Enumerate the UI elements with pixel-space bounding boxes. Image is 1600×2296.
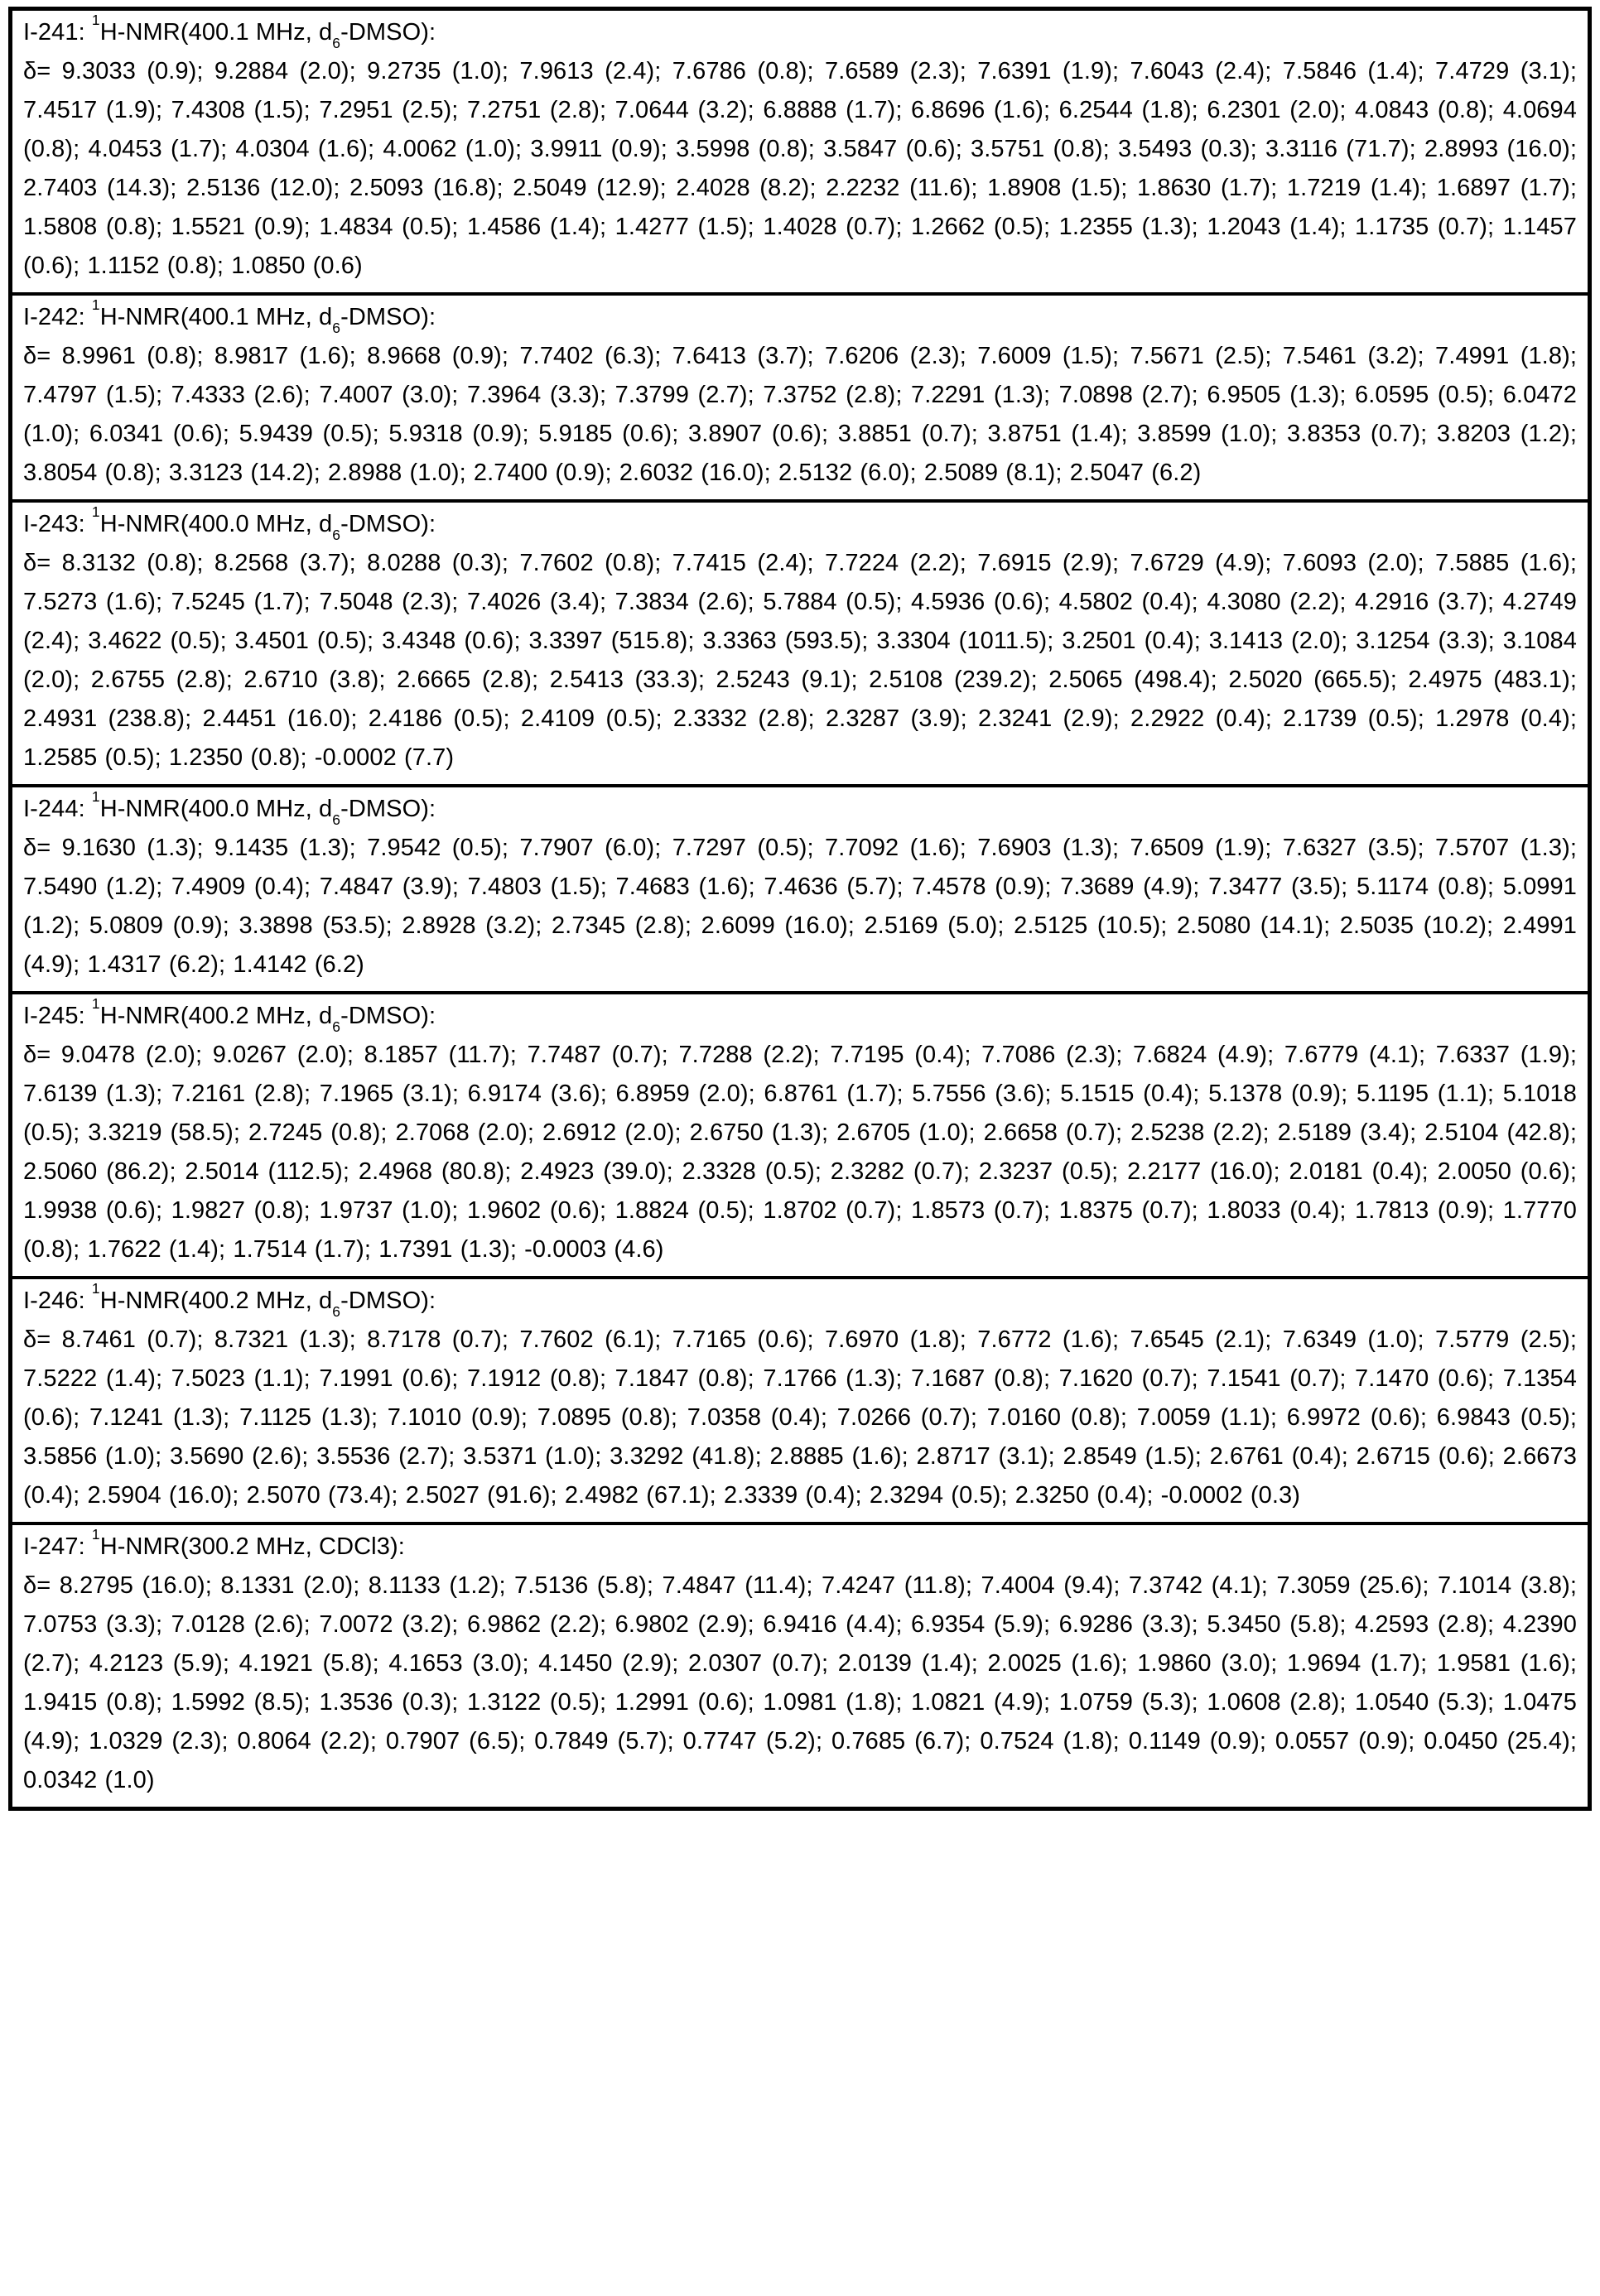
solvent-subscript: 6 xyxy=(332,811,341,828)
compound-id: I-247: xyxy=(23,1533,92,1560)
method-text: H-NMR(400.0 MHz, d xyxy=(99,796,333,822)
entry-header xyxy=(23,1525,1577,1567)
shift-list: δ= 8.7461 (0.7); 8.7321 (1.3); 8.7178 (0.7); 7.7602 (6.1); 7.7165 (0.6); 7.6970 (1.8); 7.6772 (1.6); 7.6545 (2.1); 7.6349 (1.0); 7.5779 (2.5); 7.5222 (1.4); 7.5023 (1.1); 7.1991 (0.6); 7.1912 (0.8); 7.1847 (0.8); 7.1766 (1.3); 7.1687 (0.8); 7.1620 (0.7); 7.1541 (0.7); 7.1470 (0.6); 7.1354 (0.6); 7.1241 (1.3); 7.1125 (1.3); 7.1010 (0.9); 7.0895 (0.8); 7.0358 (0.4); 7.0266 (0.7); 7.0160 (0.8); 7.0059 (1.1); 6.9972 (0.6); 6.9843 (0.5); 3.5856 (1.0); 3.5690 (2.6); 3.5536 (2.7); 3.5371 (1.0); 3.3292 (41.8); 2.8885 (1.6); 2.8717 (3.1); 2.8549 (1.5); 2.6761 (0.4); 2.6715 (0.6); 2.6673 (0.4); 2.5904 (16.0); 2.5070 (73.4); 2.5027 (91.6); 2.4982 (67.1); 2.3339 (0.4); 2.3294 (0.5); 2.3250 (0.4); -0.0002 (0.3) xyxy=(23,1326,1577,1509)
entry-header xyxy=(23,787,1577,829)
compound-id: I-241: xyxy=(23,19,92,46)
solvent-suffix: -DMSO): xyxy=(340,511,436,537)
nmr-entry xyxy=(12,11,1588,292)
nmr-entry xyxy=(12,1522,1588,1807)
nmr-entry xyxy=(12,1276,1588,1522)
nmr-entry xyxy=(12,499,1588,784)
compound-id: I-244: xyxy=(23,796,92,822)
method-text: H-NMR(400.1 MHz, d xyxy=(99,19,333,46)
entry-header xyxy=(23,1279,1577,1321)
nmr-entry xyxy=(12,292,1588,499)
solvent-suffix: -DMSO): xyxy=(340,19,436,46)
solvent-suffix: -DMSO): xyxy=(340,1003,436,1029)
nucleus-superscript: 1 xyxy=(91,11,100,28)
solvent-subscript: 6 xyxy=(332,1018,341,1035)
entry-header xyxy=(23,994,1577,1036)
entry-header xyxy=(23,505,1577,544)
shift-list: δ= 8.9961 (0.8); 8.9817 (1.6); 8.9668 (0.9); 7.7402 (6.3); 7.6413 (3.7); 7.6206 (2.3); 7.6009 (1.5); 7.5671 (2.5); 7.5461 (3.2); 7.4991 (1.8); 7.4797 (1.5); 7.4333 (2.6); 7.4007 (3.0); 7.3964 (3.3); 7.3799 (2.7); 7.3752 (2.8); 7.2291 (1.3); 7.0898 (2.7); 6.9505 (1.3); 6.0595 (0.5); 6.0472 (1.0); 6.0341 (0.6); 5.9439 (0.5); 5.9318 (0.9); 5.9185 (0.6); 3.8907 (0.6); 3.8851 (0.7); 3.8751 (1.4); 3.8599 (1.0); 3.8353 (0.7); 3.8203 (1.2); 3.8054 (0.8); 3.3123 (14.2); 2.8988 (1.0); 2.7400 (0.9); 2.6032 (16.0); 2.5132 (6.0); 2.5089 (8.1); 2.5047 (6.2) xyxy=(23,343,1577,486)
shift-list: δ= 9.1630 (1.3); 9.1435 (1.3); 7.9542 (0.5); 7.7907 (6.0); 7.7297 (0.5); 7.7092 (1.6); 7.6903 (1.3); 7.6509 (1.9); 7.6327 (3.5); 7.5707 (1.3); 7.5490 (1.2); 7.4909 (0.4); 7.4847 (3.9); 7.4803 (1.5); 7.4683 (1.6); 7.4636 (5.7); 7.4578 (0.9); 7.3689 (4.9); 7.3477 (3.5); 5.1174 (0.8); 5.0991 (1.2); 5.0809 (0.9); 3.3898 (53.5); 2.8928 (3.2); 2.7345 (2.8); 2.6099 (16.0); 2.5169 (5.0); 2.5125 (10.5); 2.5080 (14.1); 2.5035 (10.2); 2.4991 (4.9); 1.4317 (6.2); 1.4142 (6.2) xyxy=(23,835,1577,978)
entry-header xyxy=(23,13,1577,52)
method-text: H-NMR(400.0 MHz, d xyxy=(99,511,333,537)
nucleus-superscript: 1 xyxy=(91,1279,100,1297)
shift-list: δ= 8.2795 (16.0); 8.1331 (2.0); 8.1133 (1.2); 7.5136 (5.8); 7.4847 (11.4); 7.4247 (11.8); 7.4004 (9.4); 7.3742 (4.1); 7.3059 (25.6); 7.1014 (3.8); 7.0753 (3.3); 7.0128 (2.6); 7.0072 (3.2); 6.9862 (2.2); 6.9802 (2.9); 6.9416 (4.4); 6.9354 (5.9); 6.9286 (3.3); 5.3450 (5.8); 4.2593 (2.8); 4.2390 (2.7); 4.2123 (5.9); 4.1921 (5.8); 4.1653 (3.0); 4.1450 (2.9); 2.0307 (0.7); 2.0139 (1.4); 2.0025 (1.6); 1.9860 (3.0); 1.9694 (1.7); 1.9581 (1.6); 1.9415 (0.8); 1.5992 (8.5); 1.3536 (0.3); 1.3122 (0.5); 1.2991 (0.6); 1.0981 (1.8); 1.0821 (4.9); 1.0759 (5.3); 1.0608 (2.8); 1.0540 (5.3); 1.0475 (4.9); 1.0329 (2.3); 0.8064 (2.2); 0.7907 (6.5); 0.7849 (5.7); 0.7747 (5.2); 0.7685 (6.7); 0.7524 (1.8); 0.1149 (0.9); 0.0557 (0.9); 0.0450 (25.4); 0.0342 (1.0) xyxy=(23,1572,1577,1793)
nmr-entry xyxy=(12,991,1588,1276)
entry-header xyxy=(23,298,1577,337)
compound-id: I-242: xyxy=(23,304,92,330)
compound-id: I-245: xyxy=(23,1003,92,1029)
method-text: H-NMR(400.2 MHz, d xyxy=(99,1288,333,1314)
solvent-subscript: 6 xyxy=(332,34,341,51)
solvent-suffix: -DMSO): xyxy=(340,1288,436,1314)
nmr-data-table xyxy=(8,7,1592,1811)
nucleus-superscript: 1 xyxy=(91,503,100,520)
compound-id: I-246: xyxy=(23,1288,92,1314)
nucleus-superscript: 1 xyxy=(91,994,100,1012)
nucleus-superscript: 1 xyxy=(91,787,100,805)
shift-list: δ= 9.0478 (2.0); 9.0267 (2.0); 8.1857 (11.7); 7.7487 (0.7); 7.7288 (2.2); 7.7195 (0.4); 7.7086 (2.3); 7.6824 (4.9); 7.6779 (4.1); 7.6337 (1.9); 7.6139 (1.3); 7.2161 (2.8); 7.1965 (3.1); 6.9174 (3.6); 6.8959 (2.0); 6.8761 (1.7); 5.7556 (3.6); 5.1515 (0.4); 5.1378 (0.9); 5.1195 (1.1); 5.1018 (0.5); 3.3219 (58.5); 2.7245 (0.8); 2.7068 (2.0); 2.6912 (2.0); 2.6750 (1.3); 2.6705 (1.0); 2.6658 (0.7); 2.5238 (2.2); 2.5189 (3.4); 2.5104 (42.8); 2.5060 (86.2); 2.5014 (112.5); 2.4968 (80.8); 2.4923 (39.0); 2.3328 (0.5); 2.3282 (0.7); 2.3237 (0.5); 2.2177 (16.0); 2.0181 (0.4); 2.0050 (0.6); 1.9938 (0.6); 1.9827 (0.8); 1.9737 (1.0); 1.9602 (0.6); 1.8824 (0.5); 1.8702 (0.7); 1.8573 (0.7); 1.8375 (0.7); 1.8033 (0.4); 1.7813 (0.9); 1.7770 (0.8); 1.7622 (1.4); 1.7514 (1.7); 1.7391 (1.3); -0.0003 (4.6) xyxy=(23,1042,1577,1263)
solvent-subscript: 6 xyxy=(332,1302,341,1320)
solvent-subscript: 6 xyxy=(332,526,341,543)
solvent-subscript: 6 xyxy=(332,319,341,336)
method-text: H-NMR(400.1 MHz, d xyxy=(99,304,333,330)
compound-id: I-243: xyxy=(23,511,92,537)
solvent-suffix: -DMSO): xyxy=(340,304,436,330)
method-text: H-NMR(300.2 MHz, CDCl3): xyxy=(99,1533,405,1560)
shift-list: δ= 8.3132 (0.8); 8.2568 (3.7); 8.0288 (0.3); 7.7602 (0.8); 7.7415 (2.4); 7.7224 (2.2); 7.6915 (2.9); 7.6729 (4.9); 7.6093 (2.0); 7.5885 (1.6); 7.5273 (1.6); 7.5245 (1.7); 7.5048 (2.3); 7.4026 (3.4); 7.3834 (2.6); 5.7884 (0.5); 4.5936 (0.6); 4.5802 (0.4); 4.3080 (2.2); 4.2916 (3.7); 4.2749 (2.4); 3.4622 (0.5); 3.4501 (0.5); 3.4348 (0.6); 3.3397 (515.8); 3.3363 (593.5); 3.3304 (1011.5); 3.2501 (0.4); 3.1413 (2.0); 3.1254 (3.3); 3.1084 (2.0); 2.6755 (2.8); 2.6710 (3.8); 2.6665 (2.8); 2.5413 (33.3); 2.5243 (9.1); 2.5108 (239.2); 2.5065 (498.4); 2.5020 (665.5); 2.4975 (483.1); 2.4931 (238.8); 2.4451 (16.0); 2.4186 (0.5); 2.4109 (0.5); 2.3332 (2.8); 2.3287 (3.9); 2.3241 (2.9); 2.2922 (0.4); 2.1739 (0.5); 1.2978 (0.4); 1.2585 (0.5); 1.2350 (0.8); -0.0002 (7.7) xyxy=(23,550,1577,771)
nmr-entry xyxy=(12,784,1588,991)
shift-list: δ= 9.3033 (0.9); 9.2884 (2.0); 9.2735 (1.0); 7.9613 (2.4); 7.6786 (0.8); 7.6589 (2.3); 7.6391 (1.9); 7.6043 (2.4); 7.5846 (1.4); 7.4729 (3.1); 7.4517 (1.9); 7.4308 (1.5); 7.2951 (2.5); 7.2751 (2.8); 7.0644 (3.2); 6.8888 (1.7); 6.8696 (1.6); 6.2544 (1.8); 6.2301 (2.0); 4.0843 (0.8); 4.0694 (0.8); 4.0453 (1.7); 4.0304 (1.6); 4.0062 (1.0); 3.9911 (0.9); 3.5998 (0.8); 3.5847 (0.6); 3.5751 (0.8); 3.5493 (0.3); 3.3116 (71.7); 2.8993 (16.0); 2.7403 (14.3); 2.5136 (12.0); 2.5093 (16.8); 2.5049 (12.9); 2.4028 (8.2); 2.2232 (11.6); 1.8908 (1.5); 1.8630 (1.7); 1.7219 (1.4); 1.6897 (1.7); 1.5808 (0.8); 1.5521 (0.9); 1.4834 (0.5); 1.4586 (1.4); 1.4277 (1.5); 1.4028 (0.7); 1.2662 (0.5); 1.2355 (1.3); 1.2043 (1.4); 1.1735 (0.7); 1.1457 (0.6); 1.1152 (0.8); 1.0850 (0.6) xyxy=(23,58,1577,279)
nucleus-superscript: 1 xyxy=(91,296,100,313)
nucleus-superscript: 1 xyxy=(91,1525,100,1543)
solvent-suffix: -DMSO): xyxy=(340,796,436,822)
method-text: H-NMR(400.2 MHz, d xyxy=(99,1003,333,1029)
